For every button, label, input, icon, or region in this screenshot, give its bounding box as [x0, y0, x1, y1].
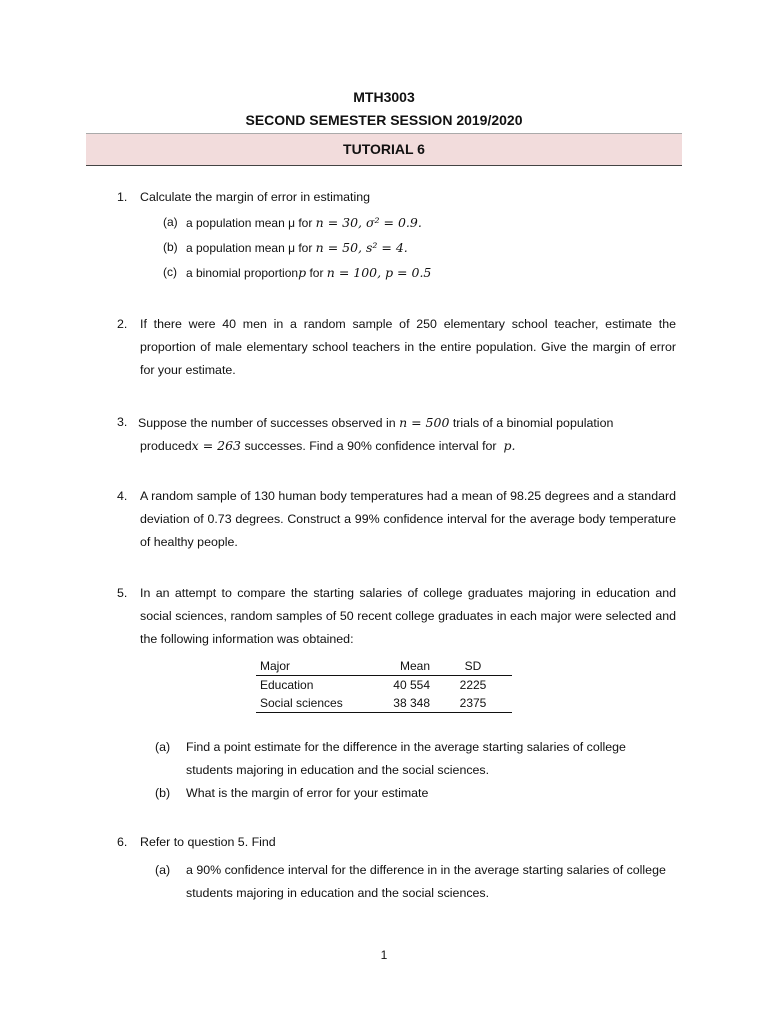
q5-part-a-label: (a): [155, 740, 171, 754]
q5-part-b-label: (b): [155, 786, 171, 800]
table-cell-major: Social sciences: [256, 694, 370, 713]
q1-part-a-text: a population mean μ for: [186, 216, 313, 230]
q6-part-a-label: (a): [155, 863, 171, 877]
q3-line2-math: x = 263: [191, 438, 242, 453]
tutorial-title: TUTORIAL 6: [343, 141, 425, 157]
q1-part-c: [186, 261, 431, 285]
q5-part-a-text: Find a point estimate for the difference in the average starting salaries of college students majoring in education and the social sciences.: [186, 740, 626, 777]
q6-text: Refer to question 5. Find: [140, 835, 276, 849]
table-row: [256, 694, 512, 713]
q3-line2-math2: p.: [503, 438, 516, 453]
q3-line1-a: Suppose the number of successes observed in: [138, 416, 396, 430]
q6-number: 6.: [117, 835, 128, 849]
salary-table: [256, 657, 512, 713]
tutorial-banner: [86, 133, 682, 166]
q1-part-c-math: n = 100, p = 0.5: [326, 265, 432, 280]
q4-number: 4.: [117, 489, 128, 503]
session-title: SECOND SEMESTER SESSION 2019/2020: [245, 112, 523, 128]
q5-text: In an attempt to compare the starting salaries of college graduates majoring in education and social sciences, random samples of 50 recent college graduates in each major were selected and the following information was obtained:: [140, 586, 676, 646]
q3-line2-a: produced: [140, 439, 192, 453]
q1-part-a-math: n = 30, σ² = 0.9.: [315, 215, 422, 230]
q1-part-c-text: a binomial proportion: [186, 266, 299, 280]
q2-text: If there were 40 men in a random sample of 250 elementary school teacher, estimate the proportion of male elementary school teachers in the entire population. Give the margin of error for your estimate.: [140, 317, 676, 377]
q1-part-c-text2: for: [309, 266, 324, 280]
q2-number: 2.: [117, 317, 128, 331]
q1-part-b-text: a population mean μ for: [186, 241, 313, 255]
q3-line2: [140, 434, 515, 458]
table-header-sd: SD: [434, 657, 512, 676]
table-cell-major: Education: [260, 678, 314, 692]
q1-part-a-label: (a): [163, 215, 178, 229]
q1-part-a: [186, 211, 422, 235]
table-cell-mean: 38 348: [370, 694, 434, 713]
q3-line1-math: n = 500: [399, 415, 450, 430]
q3-line2-b: successes. Find a 90% confidence interval for: [244, 439, 497, 453]
course-code: MTH3003: [353, 89, 415, 105]
q1-part-b-label: (b): [163, 240, 178, 254]
q1-part-b: [186, 236, 408, 260]
q1-text: Calculate the margin of error in estimating: [140, 190, 371, 204]
q6-part-a-text: a 90% confidence interval for the difference in in the average starting salaries of college students majoring in education and the social sciences.: [186, 863, 666, 900]
q1-part-c-var: p: [298, 265, 307, 280]
table-cell-sd: 2225: [459, 678, 487, 692]
table-header-major: Major: [256, 657, 370, 676]
q5-number: 5.: [117, 586, 128, 600]
table-header-mean: Mean: [370, 657, 434, 676]
q3-number: 3.: [117, 415, 128, 429]
q3-line1: [138, 411, 613, 435]
q5-part-b-text: What is the margin of error for your estimate: [186, 786, 429, 800]
q4-text: A random sample of 130 human body temperatures had a mean of 98.25 degrees and a standard deviation of 0.73 degrees. Construct a 99% confidence interval for the average body temperature of healthy people.: [140, 489, 676, 549]
table-cell-sd: 2375: [434, 694, 512, 713]
table-cell-mean: 40 554: [393, 678, 430, 692]
table-row: [256, 676, 512, 695]
q1-part-b-math: n = 50, s² = 4.: [315, 240, 408, 255]
table-header-row: [256, 657, 512, 676]
q3-line1-b: trials of a binomial population: [452, 416, 614, 430]
q1-part-c-label: (c): [163, 265, 177, 279]
page-number: 1: [380, 948, 388, 962]
q1-number: 1.: [117, 190, 128, 204]
